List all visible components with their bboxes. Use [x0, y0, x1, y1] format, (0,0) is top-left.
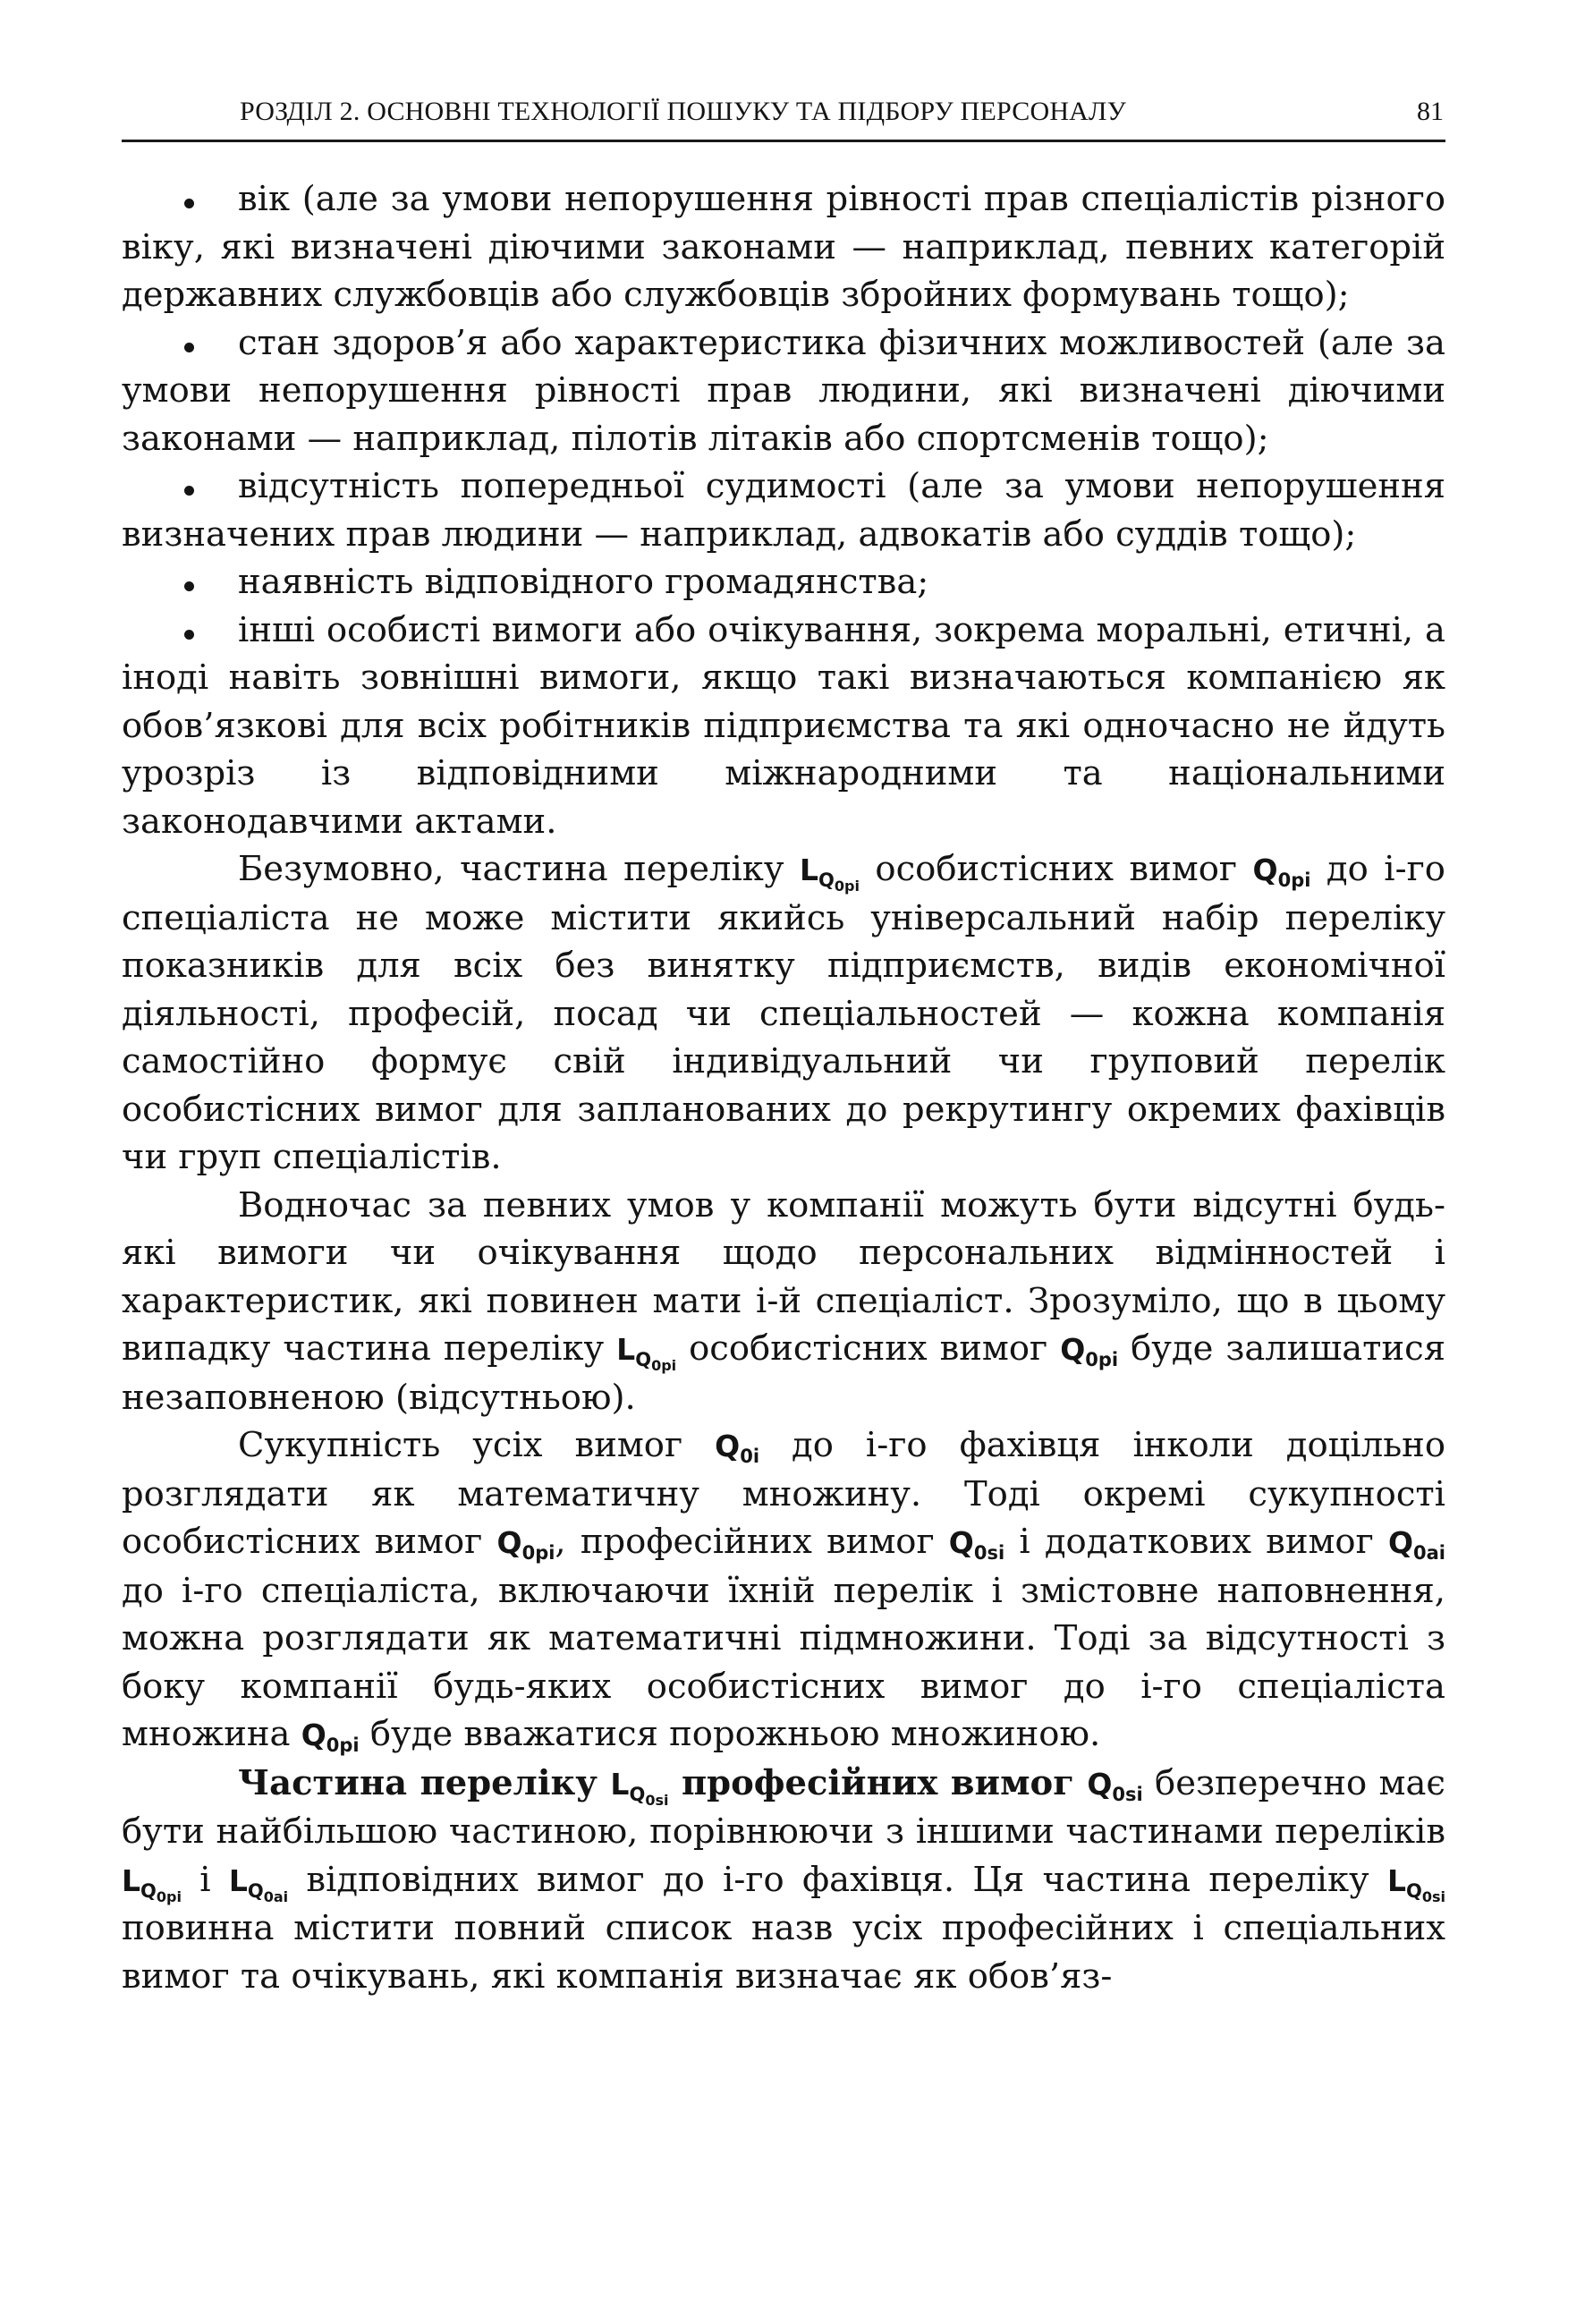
chapter-title: РОЗДІЛ 2. ОСНОВНІ ТЕХНОЛОГІЇ ПОШУКУ ТА ПІДБОРУ ПЕРСОНАЛУ — [240, 97, 1127, 126]
formula-LQ0ai: $L_{Q_{0ai}}$ — [228, 1862, 289, 1905]
list-item: наявність відповідного громадянства; — [238, 562, 929, 602]
formula-LQ0si: $L_{Q_{0si}}$ — [610, 1766, 669, 1809]
paragraph: Сукупність усіх вимог $Q_{0i}$ до i-го фахівця інколи доцільно розглядати як математичну множину. Тоді окремі сукупності особистісних вимог $Q_{0pi}$, професійних вимог $Q_{0si}$ і додаткових вимог $Q_{0ai}$ до i-го спеціаліста, включаючи їхній перелік і змістовне наповнення, можна розглядати як математичні підмножини. Тоді за відсутності з боку компанії будь-яких особистісних вимог до i-го спеціаліста множина $Q_{0pi}$ буде вважатися порожньою множиною. — [122, 1425, 1445, 1756]
list-item: інші особисті вимоги або очікування, зокрема моральні, етичні, а іноді навіть зовнішні вимоги, якщо такі визначаються компанією як обов’язкові для всіх робітників підприємства та які одночасно не йдуть урозріз із відповідними міжнародними та національними законодавчими актами. — [122, 609, 1445, 842]
formula-LQ0pi: $L_{Q_{0pi}}$ — [122, 1862, 182, 1905]
formula-Q0ai: $Q_{0ai}$ — [1387, 1525, 1445, 1564]
formula-Q0pi: $Q_{0pi}$ — [301, 1718, 360, 1756]
formula-Q0pi: $Q_{0pi}$ — [1060, 1332, 1119, 1370]
body-text — [122, 175, 1445, 2000]
formula-Q0pi: $Q_{0pi}$ — [496, 1525, 555, 1564]
formula-LQ0pi: $L_{Q_{0pi}}$ — [616, 1332, 677, 1374]
paragraph: Водночас за певних умов у компанії можуть бути відсутні будь-які вимоги чи очікування щодо персональних відмінностей і характеристик, які повинен мати i-й спеціаліст. Зрозуміло, що в цьому випадку частина переліку $L_{Q_{0pi}}$ особистісних вимог $Q_{0pi}$ буде залишатися незаповненою (відсутньою). — [122, 1184, 1445, 1418]
formula-LQ0si: $L_{Q_{0si}}$ — [1386, 1862, 1445, 1905]
formula-Q0si: $Q_{0si}$ — [1087, 1766, 1143, 1805]
paragraph: Безумовно, частина переліку $L_{Q_{0pi}}$ особистісних вимог $Q_{0pi}$ до i-го спеціаліста не може містити якийсь універсальний набір переліку показників для всіх без винятку підприємств, видів економічної діяльності, професій, посад чи спеціальностей — кожна компанія самостійно формує свій індивідуальний чи груповий перелік особистісних вимог для запланованих до рекрутингу окремих фахівців чи груп спеціалістів. — [122, 849, 1445, 1177]
list-item: стан здоров’я або характеристика фізичних можливостей (але за умови непорушення рівності прав людини, які визначені діючими законами — наприклад, пілотів літаків або спортсменів тощо); — [122, 322, 1445, 459]
running-header — [122, 93, 1445, 142]
list-item: вік (але за умови непорушення рівності прав спеціалістів різного віку, які визначені діючими законами — наприклад, певних категорій державних службовців або службовців збройних формувань тощо); — [122, 179, 1445, 315]
formula-Q0pi: $Q_{0pi}$ — [1252, 852, 1311, 891]
formula-LQ0pi: $L_{Q_{0pi}}$ — [799, 852, 860, 895]
formula-Q0si: $Q_{0si}$ — [948, 1525, 1005, 1564]
page-number: 81 — [1417, 97, 1444, 126]
paragraph: Частина переліку $L_{Q_{0si}}$ професійних вимог $Q_{0si}$ безперечно має бути найбільшою частиною, порівнюючи з іншими частинами переліків $L_{Q_{0pi}}$ і $L_{Q_{0ai}}$ відповідних вимог до i-го фахівця. Ця частина переліку $L_{Q_{0si}}$ повинна містити повний список назв усіх професійних і спеціальних вимог та очікувань, які компанія визначає як обов’яз- — [122, 1762, 1445, 1997]
formula-Q0i: $Q_{0i}$ — [715, 1429, 760, 1467]
list-item: відсутність попередньої судимості (але за умови непорушення визначених прав людини — наприклад, адвокатів або суддів тощо); — [122, 466, 1445, 555]
